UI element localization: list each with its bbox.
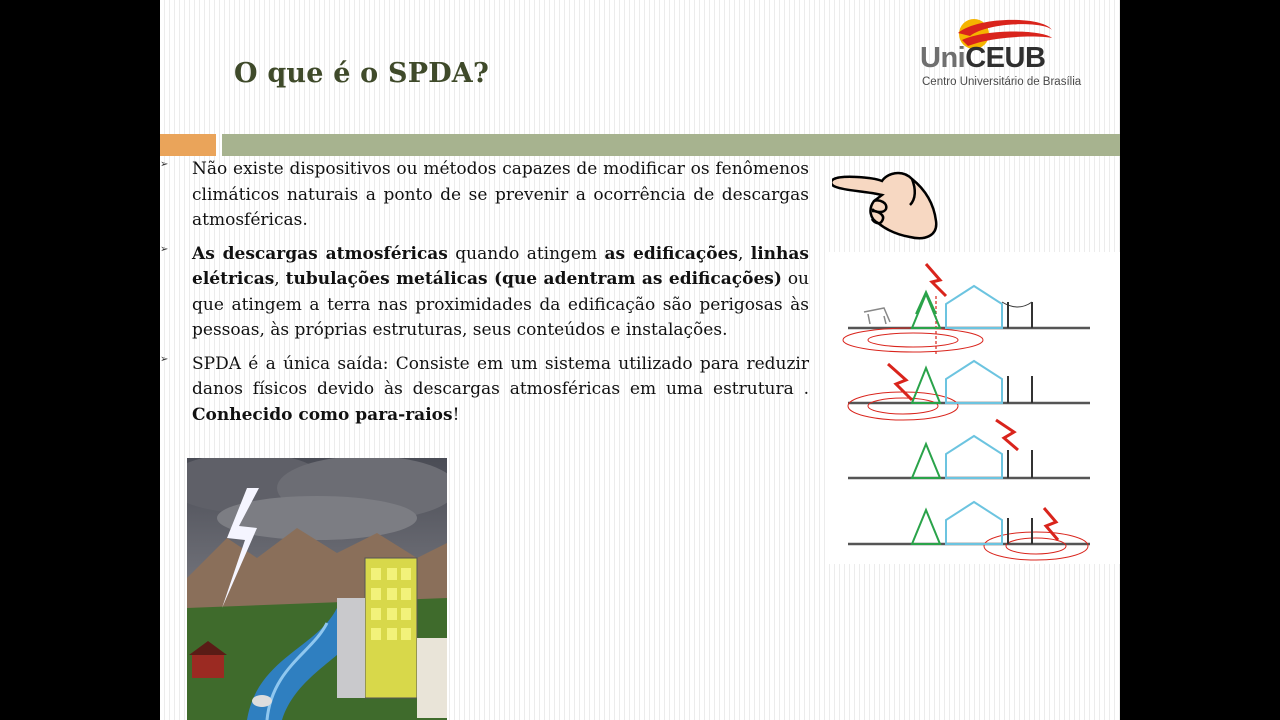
- bullet-bold-run: Conhecido como para-raios: [192, 404, 453, 425]
- logo-brand-main: CEUB: [965, 42, 1046, 74]
- strike-scenario-2: [848, 361, 1090, 420]
- bullet-bold-run: As descargas atmosféricas: [192, 243, 448, 264]
- bullet-text: [192, 157, 809, 234]
- strike-scenario-1: [843, 264, 1090, 356]
- bullet-bold-run: tubulações metálicas (que adentram as edificações): [285, 269, 782, 289]
- slide: [160, 0, 1120, 720]
- logo-brand: [920, 42, 1045, 75]
- strike-scenario-3: [848, 420, 1090, 478]
- lightning-strike-types-diagram: [828, 252, 1120, 564]
- logo-brand-prefix: Uni: [920, 42, 966, 74]
- uniceub-logo: [918, 18, 1108, 94]
- header-accent-orange: [160, 134, 216, 156]
- bullet-text-run: !: [452, 404, 460, 425]
- bullet-arrow-icon: ➢: [160, 243, 169, 255]
- bullet-text-run: quando atingem: [447, 243, 605, 264]
- bullet-text-run: Não existe dispositivos ou métodos capazes de modificar os fenômenos climáticos naturais a ponto de se prevenir a ocorrência de descargas atmosféricas.: [192, 159, 809, 230]
- bullet-text-run: SPDA é a única saída: Consiste em um sistema utilizado para reduzir danos físicos devido às descargas atmosféricas em uma estrutura .: [192, 353, 809, 399]
- bullet-item-3: [160, 352, 810, 429]
- bullet-text-run: ,: [737, 243, 751, 264]
- bullet-arrow-icon: ➢: [160, 353, 169, 365]
- pointing-hand-illustration: [832, 165, 942, 245]
- bullet-arrow-icon: ➢: [160, 159, 169, 170]
- header-accent-green: [222, 134, 1120, 156]
- bullet-list: [160, 157, 810, 436]
- logo-subtitle: Centro Universitário de Brasília: [922, 76, 1082, 88]
- bullet-item-2: [160, 242, 810, 344]
- bullet-text: [192, 352, 809, 429]
- bullet-text: [192, 242, 809, 344]
- bullet-text-run: ou que atingem a terra nas proximidades da edificação são perigosas às pessoas, às próprias estruturas, seus conteúdos e instalações.: [192, 269, 810, 340]
- bullet-bold-run: as edificações: [604, 243, 738, 264]
- strike-scenario-4: [848, 502, 1090, 560]
- bullet-bold-run: linhas elétricas: [192, 243, 809, 289]
- storm-city-illustration: [187, 458, 447, 720]
- slide-title: O que é o SPDA?: [234, 58, 489, 89]
- bullet-text-run: ,: [274, 269, 286, 289]
- bullet-item-1: [160, 157, 810, 234]
